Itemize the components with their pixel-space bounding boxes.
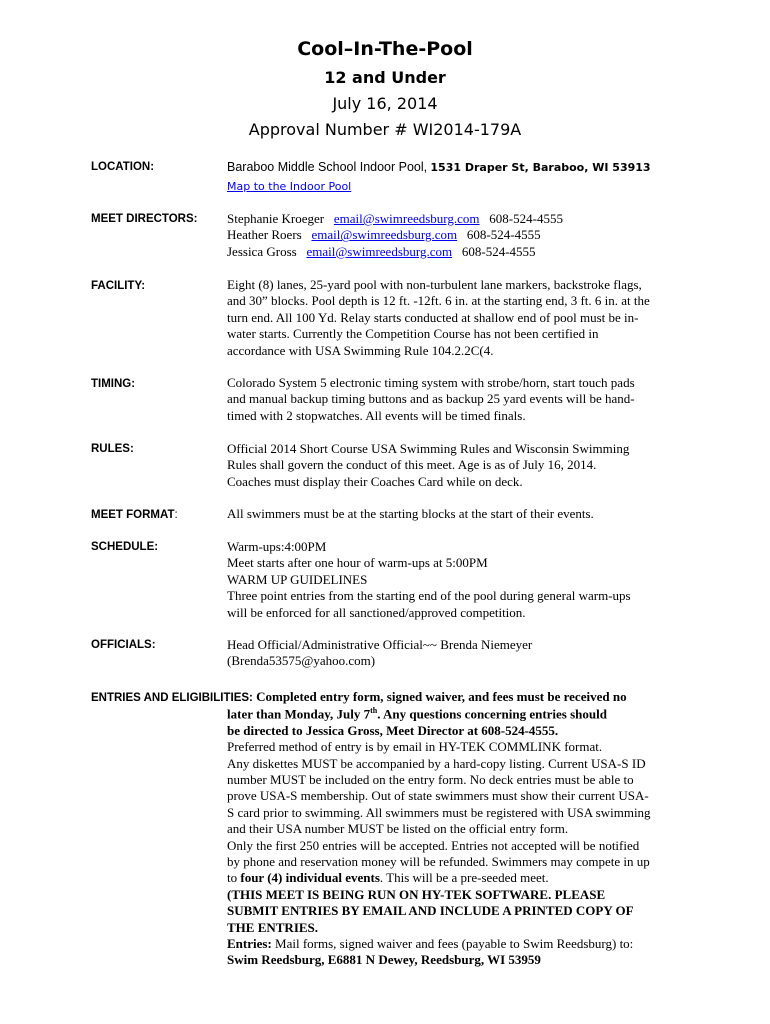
schedule-label: SCHEDULE: bbox=[91, 541, 159, 553]
hytek-notice-line: SUBMIT ENTRIES BY EMAIL AND INCLUDE A PRINTED COPY OF bbox=[227, 903, 634, 919]
mail-address: Swim Reedsburg, E6881 N Dewey, Reedsburg, WI 53959 bbox=[227, 952, 541, 968]
entries-limit-post: . This will be a pre-seeded meet. bbox=[379, 870, 549, 886]
hytek-notice-line: THE ENTRIES. bbox=[227, 919, 319, 935]
schedule-line: Warm-ups:4:00PM bbox=[227, 539, 327, 554]
director-row bbox=[227, 211, 687, 227]
timing-line: timed with 2 stopwatches. All events will be timed finals. bbox=[227, 407, 526, 423]
mail-instructions-line bbox=[227, 936, 687, 952]
facility-line: water starts. Currently the Competition Course has not been certified in bbox=[227, 326, 599, 342]
mail-instructions-text: Mail forms, signed waiver and fees (payable to Swim Reedsburg) to: bbox=[271, 936, 634, 952]
schedule-line: Meet starts after one hour of warm-ups at 5:00PM bbox=[227, 555, 488, 571]
hytek-notice-line: (THIS MEET IS BEING RUN ON HY-TEK SOFTWARE. PLEASE bbox=[227, 886, 606, 902]
director-email-link[interactable]: email@swimreedsburg.com bbox=[311, 227, 458, 243]
facility-label: FACILITY: bbox=[91, 280, 146, 292]
timing-line: and manual backup timing buttons and as backup 25 yard events will be hand- bbox=[227, 391, 635, 407]
director-row bbox=[227, 244, 687, 260]
facility-line: Eight (8) lanes, 25-yard pool with non-turbulent lane markers, backstroke flags, bbox=[227, 277, 642, 292]
director-name: Jessica Gross bbox=[227, 243, 297, 259]
entries-line: S card prior to swimming. All swimmers must be registered with USA swimming bbox=[227, 804, 651, 820]
entries-line: and their USA number MUST be listed on the official entry form. bbox=[227, 821, 569, 837]
entries-contact-line: be directed to Jessica Gross, Meet Director at 608-524-4555. bbox=[227, 722, 559, 738]
entries-line: Preferred method of entry is by email in HY-TEK COMMLINK format. bbox=[227, 739, 603, 755]
entries-limit-count: four (4) individual events bbox=[240, 870, 380, 886]
director-row bbox=[227, 227, 687, 243]
mail-instructions-label: Entries: bbox=[227, 936, 272, 952]
schedule-line: will be enforced for all sanctioned/approved competition. bbox=[227, 604, 526, 620]
entries-deadline-date: later than Monday, July 7 bbox=[227, 706, 371, 722]
meet-format-label-colon: : bbox=[174, 509, 178, 521]
entries-line: prove USA-S membership. Out of state swimmers must show their current USA- bbox=[227, 788, 649, 804]
schedule-line: Three point entries from the starting end of the pool during general warm-ups bbox=[227, 588, 631, 604]
entries-line: Only the first 250 entries will be accepted. Entries not accepted will be notified bbox=[227, 837, 640, 853]
director-email-link[interactable]: email@swimreedsburg.com bbox=[306, 243, 453, 259]
director-name: Heather Roers bbox=[227, 227, 302, 243]
location-label: LOCATION: bbox=[91, 161, 155, 173]
meet-format-text: All swimmers must be at the starting blocks at the start of their events. bbox=[227, 506, 594, 521]
timing-line: Colorado System 5 electronic timing system with strobe/horn, start touch pads bbox=[227, 375, 635, 390]
entries-line: by phone and reservation money will be refunded. Swimmers may compete in up bbox=[227, 853, 650, 869]
meet-date: July 16, 2014 bbox=[332, 94, 438, 113]
director-phone: 608-524-4555 bbox=[489, 211, 563, 226]
location-address: 1531 Draper St, Baraboo, WI 53913 bbox=[430, 161, 651, 174]
approval-number: Approval Number # WI2014-179A bbox=[248, 120, 522, 139]
facility-line: turn end. All 100 Yd. Relay starts conducted at shallow end of pool must be in- bbox=[227, 309, 639, 325]
entries-limit-pre: to bbox=[227, 870, 241, 886]
rules-line: Coaches must display their Coaches Card while on deck. bbox=[227, 473, 523, 489]
rules-section bbox=[227, 441, 687, 490]
meet-format-label-text: MEET FORMAT bbox=[91, 509, 175, 521]
entries-line: number MUST be included on the entry form. No deck entries must be able to bbox=[227, 771, 634, 787]
entries-label: ENTRIES AND ELIGIBILITIES: bbox=[91, 692, 253, 704]
officials-section bbox=[227, 637, 687, 670]
facility-line: and 30” blocks. Pool depth is 12 ft. -12ft. 6 in. at the starting end, 3 ft. 6 in. at the bbox=[227, 293, 650, 309]
facility-line: accordance with USA Swimming Rule 104.2.2C(4. bbox=[227, 342, 494, 358]
entries-deadline-text: Completed entry form, signed waiver, and fees must be received no bbox=[252, 689, 627, 704]
officials-label: OFFICIALS: bbox=[91, 639, 156, 651]
schedule-line: WARM UP GUIDELINES bbox=[227, 571, 368, 587]
entries-deadline-line bbox=[227, 703, 687, 723]
meet-directors-label: MEET DIRECTORS: bbox=[91, 213, 198, 225]
entries-section bbox=[227, 703, 687, 969]
meet-age-group: 12 and Under bbox=[324, 68, 446, 87]
rules-line: Rules shall govern the conduct of this meet. Age is as of July 16, 2014. bbox=[227, 457, 597, 473]
map-link[interactable]: Map to the Indoor Pool bbox=[227, 180, 352, 194]
schedule-section bbox=[227, 539, 687, 621]
entries-deadline-suffix: th bbox=[370, 706, 378, 715]
officials-line: (Brenda53575@yahoo.com) bbox=[227, 653, 376, 669]
timing-section bbox=[227, 375, 687, 424]
rules-line: Official 2014 Short Course USA Swimming Rules and Wisconsin Swimming bbox=[227, 441, 630, 456]
director-phone: 608-524-4555 bbox=[461, 243, 536, 259]
meet-format-section bbox=[227, 506, 687, 522]
director-email-link[interactable]: email@swimreedsburg.com bbox=[333, 211, 480, 226]
rules-label: RULES: bbox=[91, 443, 134, 455]
meet-format-label bbox=[91, 509, 178, 521]
meet-directors-section bbox=[227, 211, 687, 260]
director-name: Stephanie Kroeger bbox=[227, 211, 325, 226]
entries-limit-line bbox=[227, 870, 687, 886]
entries-line: Any diskettes MUST be accompanied by a hard-copy listing. Current USA-S ID bbox=[227, 755, 646, 771]
entries-questions-text: . Any questions concerning entries should bbox=[377, 706, 607, 722]
officials-line: Head Official/Administrative Official~~ Brenda Niemeyer bbox=[227, 637, 533, 652]
facility-section bbox=[227, 277, 687, 359]
director-phone: 608-524-4555 bbox=[466, 227, 541, 243]
location-venue: Baraboo Middle School Indoor Pool, bbox=[227, 160, 428, 174]
meet-title: Cool–In-The-Pool bbox=[297, 38, 473, 60]
location-section bbox=[227, 159, 687, 196]
timing-label: TIMING: bbox=[91, 378, 136, 390]
